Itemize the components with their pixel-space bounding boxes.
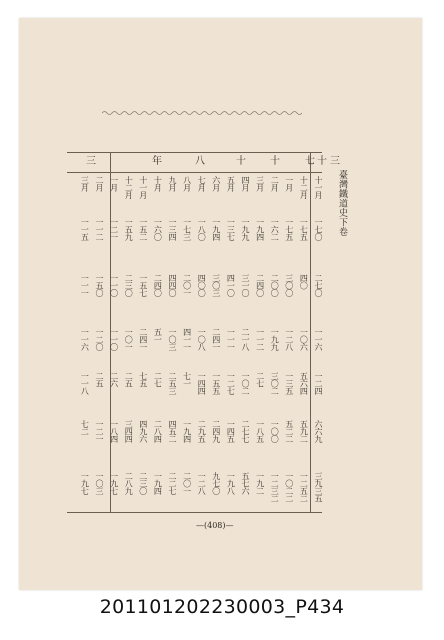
table-cell: 一九九 [241, 218, 250, 241]
table-cell: 五七六 [241, 472, 250, 495]
month-label: 十一月 [138, 176, 148, 199]
table-cell: 七五 [138, 372, 148, 387]
table-cell: 二四一 [211, 328, 221, 351]
month-label: 四月 [241, 176, 250, 191]
table-cell: 二九五 [197, 420, 207, 443]
table-cell: 二〇〇 [270, 274, 280, 297]
table-cell: 一〇三 [95, 472, 104, 495]
month-label: 三月 [255, 176, 265, 191]
table-cell: 一五五 [211, 372, 221, 395]
table-cell: 二四九 [211, 420, 221, 443]
table-cell: 一九九 [270, 328, 280, 351]
table-cell: 一九四 [255, 218, 265, 241]
table-header-rule [67, 172, 322, 173]
table-cell: 一二五二 [299, 472, 309, 502]
table-cell: 二五 [124, 372, 134, 387]
table-cell: 二〇一 [182, 274, 192, 297]
year-header-char: 三 [86, 156, 96, 167]
table-cell: 二八九 [124, 472, 134, 495]
table-cell: 二四〇 [255, 274, 265, 297]
table-cell: 一〇〇 [270, 420, 280, 443]
table-cell: 二五三 [168, 372, 177, 395]
table-cell: 二六 [109, 372, 119, 387]
table-cell: 三〇三 [211, 274, 221, 297]
table-cell: 一一五 [80, 218, 90, 241]
table-cell: 一八五 [255, 420, 265, 443]
table-cell: 一二四 [314, 372, 323, 395]
table-cell: 五二二 [284, 420, 294, 443]
month-label: 十月 [153, 176, 163, 191]
table-cell: 一三七 [226, 218, 236, 241]
month-label: 十一月 [314, 176, 323, 199]
table-cell: 四一〇 [226, 274, 236, 297]
page-number: —(408)— [196, 521, 234, 530]
table-cell: 一七五 [299, 218, 309, 241]
book-title: 臺灣鐵道史下卷 [337, 170, 347, 237]
year-header-char: 八 [195, 156, 205, 167]
table-cell: 一一一 [226, 328, 236, 351]
year-header-char: 十 [270, 156, 280, 167]
table-cell: 一五九 [124, 218, 134, 241]
table-cell: 四一一 [182, 328, 192, 351]
table-cell: 一一〇 [109, 274, 119, 297]
table-cell: 五九二 [299, 420, 309, 443]
month-label: 十二月 [299, 176, 309, 199]
table-top-rule [67, 152, 322, 153]
table-cell: 一六二 [270, 218, 280, 241]
month-label: 八月 [182, 176, 192, 191]
table-cell: 一三四 [168, 218, 177, 241]
table-cell: 四〇〇 [197, 274, 207, 297]
table-cell: 五一 [153, 328, 163, 343]
table-cell: 一一二 [95, 218, 104, 241]
table-cell: 一九二 [255, 472, 265, 495]
table-cell: 二〇一 [182, 472, 192, 495]
table-cell: 一八四 [109, 420, 119, 443]
table-cell: 一〇三 [168, 328, 177, 351]
table-cell: 七一 [182, 372, 192, 387]
table-cell: 一二〇 [95, 328, 104, 351]
table-cell: 一一六 [80, 328, 90, 351]
table-cell: 一九七 [109, 472, 119, 495]
year-header-char: 三 [330, 156, 340, 167]
year-header-char: 七 [305, 156, 315, 167]
table-cell: 二二七 [168, 472, 177, 495]
month-label: 五月 [226, 176, 236, 191]
table-cell: 一二八 [284, 328, 294, 351]
table-cell: 二七 [153, 372, 163, 387]
table-cell: 一九四 [153, 472, 163, 495]
month-label: 七月 [197, 176, 207, 191]
table-cell: 一一八 [80, 372, 90, 395]
table-cell: 一九四 [182, 420, 192, 443]
table-cell: 一二三二 [270, 472, 280, 502]
year-header-char: 年 [152, 156, 162, 167]
month-label: 十二月 [124, 176, 134, 199]
year-header-char: 十 [317, 156, 327, 167]
table-cell: 一二一 [95, 420, 104, 443]
table-cell: 二三〇 [124, 274, 134, 297]
table-cell: 七二 [80, 420, 90, 435]
table-cell: 二一八 [241, 328, 250, 351]
table-cell: 六六九 [314, 420, 323, 443]
table-cell: 一一六 [314, 328, 323, 351]
table-cell: 三一〇 [241, 274, 250, 297]
month-label: 三月 [80, 176, 90, 191]
table-cell: 一〇二 [241, 372, 250, 395]
decorative-wavy-rule [102, 110, 302, 116]
table-cell: 一一二 [255, 328, 265, 351]
month-label: 六月 [211, 176, 221, 191]
table-cell: 一〇一 [124, 328, 134, 351]
table-cell: 四四〇 [168, 274, 177, 297]
table-cell: 一一〇 [109, 328, 119, 351]
table-cell: 四〇 [299, 274, 309, 289]
table-cell: 三〇二 [270, 372, 280, 395]
month-label: 九月 [168, 176, 177, 191]
table-cell: 一六〇 [153, 218, 163, 241]
table-cell: 四五二 [168, 420, 177, 443]
table-cell: 四九六 [138, 420, 148, 443]
table-cell: 二五 [95, 372, 104, 387]
table-cell: 二四一 [138, 328, 148, 351]
table-cell: 一七三 [182, 218, 192, 241]
table-cell: 一二一 [109, 218, 119, 241]
table-cell: 一五〇 [95, 274, 104, 297]
year-header-char: 十 [236, 156, 246, 167]
table-cell: 一八〇 [197, 218, 207, 241]
table-cell: 一九七 [80, 472, 90, 495]
month-label: 二月 [270, 176, 280, 191]
year-separator-right [310, 152, 311, 512]
table-cell: 一九八 [226, 472, 236, 495]
table-cell: 二三〇 [138, 472, 148, 495]
table-cell: 二七七 [241, 420, 250, 443]
table-cell: 一七五 [284, 218, 294, 241]
table-cell: 一四五 [226, 420, 236, 443]
table-cell: 二八四 [153, 420, 163, 443]
image-caption: 201101202230003_P434 [99, 596, 345, 618]
table-cell: 一二八 [197, 472, 207, 495]
month-label: 二月 [95, 176, 104, 191]
table-cell: 三〇〇 [284, 274, 294, 297]
table-cell: 一七〇 [314, 218, 323, 241]
table-cell: 二七〇 [314, 274, 323, 297]
table-cell: 一二七 [226, 372, 236, 395]
table-cell: 五六四 [299, 372, 309, 395]
document-page [19, 18, 422, 590]
table-cell: 二七 [255, 372, 265, 387]
table-cell: 一九四 [211, 218, 221, 241]
table-cell: 一五二 [138, 218, 148, 241]
month-label: 一月 [284, 176, 294, 191]
table-cell: 一〇六 [299, 328, 309, 351]
table-cell: 一五七 [138, 274, 148, 297]
table-cell: 一四四 [197, 372, 207, 395]
table-cell: 九七〇 [211, 472, 221, 495]
table-cell: 三四四 [124, 420, 134, 443]
table-cell: 一〇八 [197, 328, 207, 351]
table-bottom-rule [67, 512, 322, 513]
table-cell: 一三五 [284, 372, 294, 395]
month-label: 一月 [109, 176, 119, 191]
table-cell: 一〇二二 [284, 472, 294, 502]
table-cell: 三九三五 [314, 472, 323, 502]
table-cell: 一一一 [80, 274, 90, 297]
table-cell: 二四〇 [153, 274, 163, 297]
